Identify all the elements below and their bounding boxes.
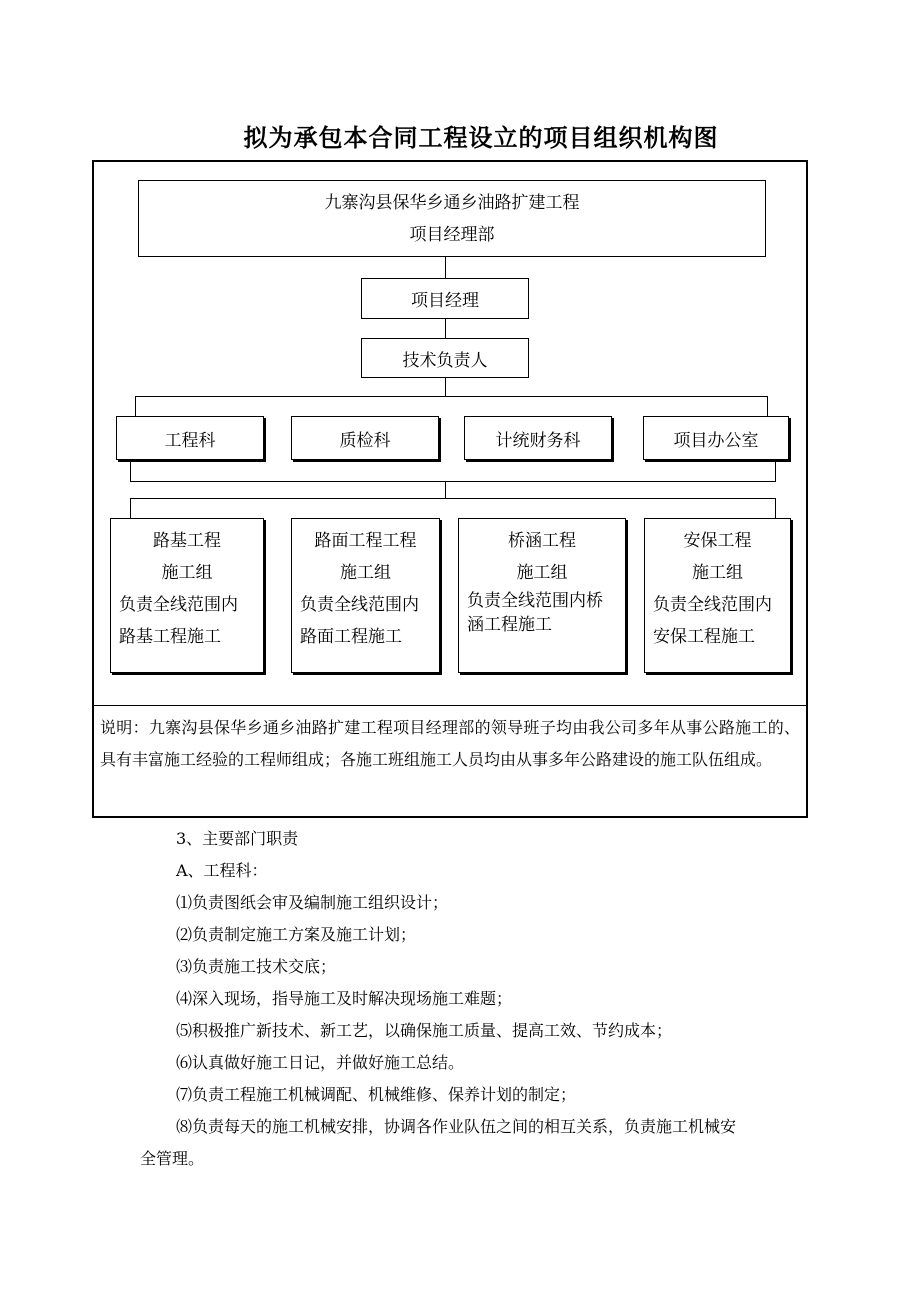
team-desc: 路基工程施工 [119,627,221,647]
team-bridge [458,518,626,673]
list-item: ⑻负责每天的施工机械安排，协调各作业队伍之间的相互关系，负责施工机械安 [176,1117,737,1136]
connector-line [135,396,136,416]
team-name: 路基工程 [153,531,221,551]
team-desc: 负责全线范围内桥 [467,591,603,611]
connector-line [130,498,131,518]
project-department-box [138,180,766,257]
team-roadbed [110,518,264,673]
project-department-label: 项目经理部 [409,224,495,245]
department-engineering [116,416,264,460]
team-desc: 负责全线范围内 [653,595,772,615]
connector-line [775,498,776,518]
connector-line [775,460,776,481]
team-pavement [291,518,440,673]
project-manager-label: 项目经理 [411,291,479,311]
connector-line [445,481,446,498]
connector-line [130,498,776,499]
team-sub: 施工组 [692,563,743,583]
list-item: ⑷深入现场，指导施工及时解决现场施工难题； [176,989,513,1008]
team-desc: 路面工程施工 [300,627,402,647]
list-item-continuation: 全管理。 [140,1149,205,1168]
section-heading: 3、主要部门职责 [176,829,299,848]
connector-line [130,460,131,481]
team-safety [644,518,791,673]
project-department-name: 九寨沟县保华乡通乡油路扩建工程 [324,192,580,213]
team-desc: 负责全线范围内 [300,595,419,615]
team-desc: 安保工程施工 [653,627,755,647]
tech-lead-label: 技术负责人 [402,350,488,371]
department-quality [291,416,439,460]
note-divider [92,705,808,706]
team-desc: 涵工程施工 [467,615,552,635]
list-item: ⑸积极推广新技术、新工艺，以确保施工质量、提高工效、节约成本； [176,1021,673,1040]
list-item: ⑺负责工程施工机械调配、机械维修、保养计划的制定； [176,1085,577,1104]
connector-line [445,378,446,396]
department-office [643,416,789,460]
connector-line [445,319,446,338]
team-desc: 负责全线范围内 [119,595,238,615]
team-sub: 施工组 [516,563,568,583]
list-item: ⑹认真做好施工日记，并做好施工总结。 [176,1053,465,1072]
department-finance [464,416,612,460]
tech-lead-box [361,338,529,378]
list-item: ⑵负责制定施工方案及施工计划； [176,925,417,944]
connector-line [135,396,768,397]
team-name: 桥涵工程 [508,531,576,551]
chart-note: 说明：九寨沟县保华乡通乡油路扩建工程项目经理部的领导班子均由我公司多年从事公路施工的、具有丰富施工经验的工程师组成；各施工班组施工人员均由从事多年公路建设的施工队伍组成。 [100,718,800,769]
list-item: ⑴负责图纸会审及编制施工组织设计； [176,893,449,912]
team-sub: 施工组 [340,563,391,583]
team-sub: 施工组 [161,563,213,583]
connector-line [445,257,446,278]
sub-heading: A、工程科： [176,861,268,880]
responsibilities-section [140,823,840,1175]
team-name: 路面工程工程 [314,531,417,551]
connector-line [767,396,768,416]
team-name: 安保工程 [683,531,752,551]
department-label: 项目办公室 [673,430,759,451]
connector-line [130,481,776,482]
page-title: 拟为承包本合同工程设立的项目组织机构图 [243,124,719,152]
department-label: 计统财务科 [495,430,581,451]
department-label: 质检科 [339,430,391,451]
department-label: 工程科 [164,430,216,451]
project-manager-box [361,278,529,319]
list-item: ⑶负责施工技术交底； [176,957,337,976]
